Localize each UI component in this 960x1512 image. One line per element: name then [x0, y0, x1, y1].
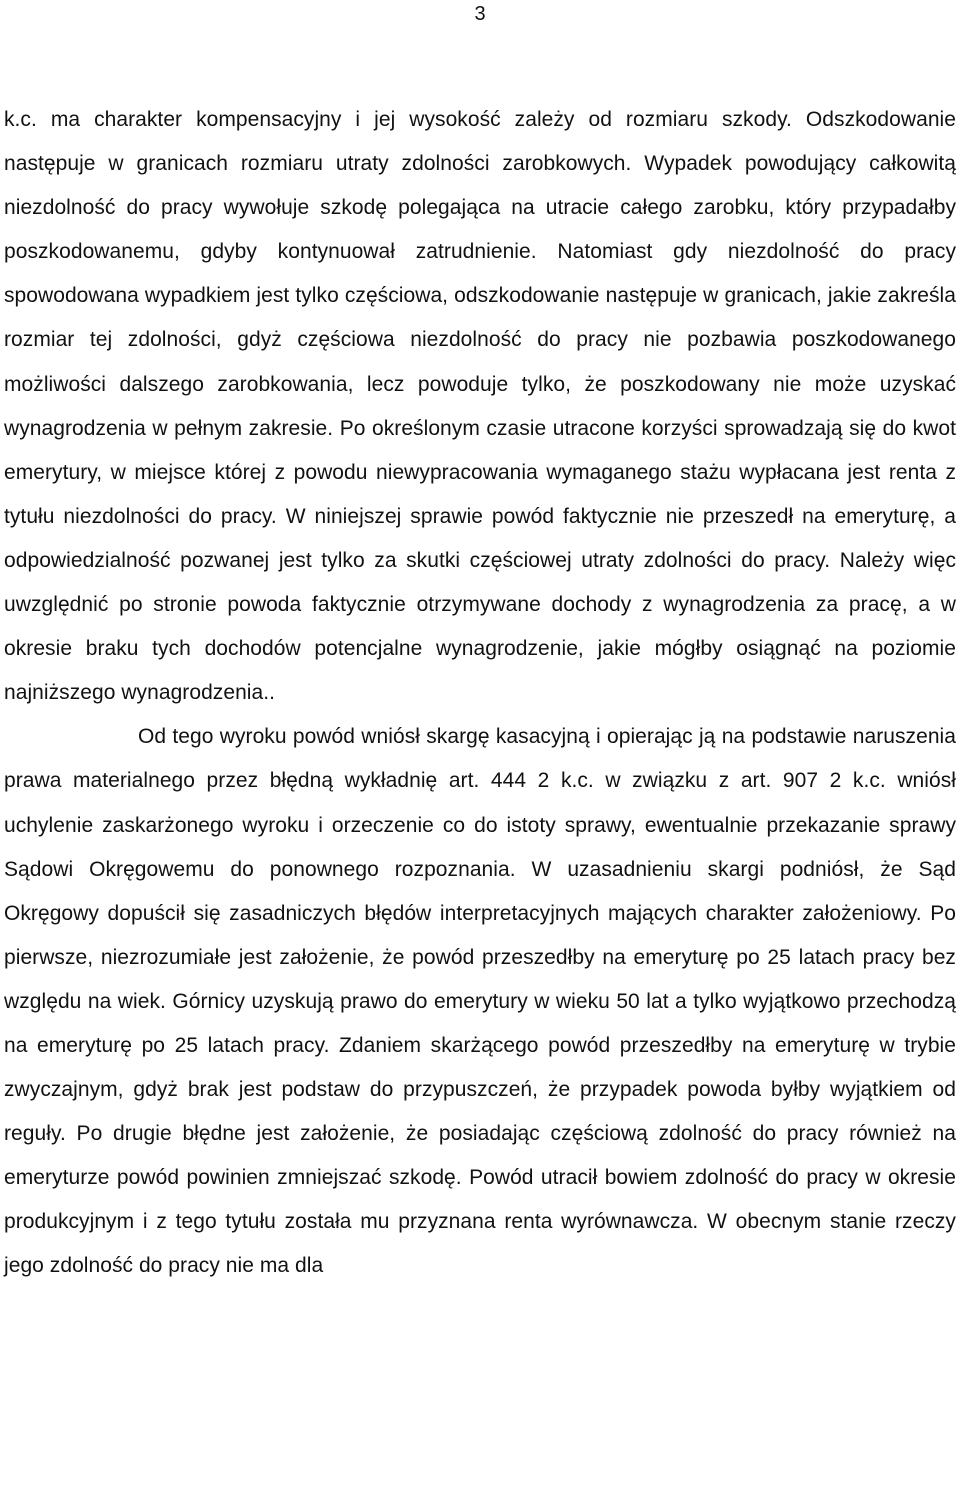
page-number: 3 [474, 3, 486, 25]
document-body [4, 98, 956, 1289]
paragraph-2: Od tego wyroku powód wniósł skargę kasacyjną i opierając ją na podstawie naruszenia prawa materialnego przez błędną wykładnię art. 444 2 k.c. w związku z art. 907 2 k.c. wniósł uchylenie zaskarżonego wyroku i orzeczenie co do istoty sprawy, ewentualnie przekazanie sprawy Sądowi Okręgowemu do ponownego rozpoznania. W uzasadnieniu skargi podniósł, że Sąd Okręgowy dopuścił się zasadniczych błędów interpretacyjnych mających charakter założeniowy. Po pierwsze, niezrozumiałe jest założenie, że powód przeszedłby na emeryturę po 25 latach pracy bez względu na wiek. Górnicy uzyskują prawo do emerytury w wieku 50 lat a tylko wyjątkowo przechodzą na emeryturę po 25 latach pracy. Zdaniem skarżącego powód przeszedłby na emeryturę w trybie zwyczajnym, gdyż brak jest podstaw do przypuszczeń, że przypadek powoda byłby wyjątkiem od reguły. Po drugie błędne jest założenie, że posiadając częściową zdolność do pracy również na emeryturze powód powinien zmniejszać szkodę. Powód utracił bowiem zdolność do pracy w okresie produkcyjnym i z tego tytułu została mu przyznana renta wyrównawcza. W obecnym stanie rzeczy jego zdolność do pracy nie ma dla [4, 725, 956, 1278]
paragraph-1: k.c. ma charakter kompensacyjny i jej wysokość zależy od rozmiaru szkody. Odszkodowanie następuje w granicach rozmiaru utraty zdolności zarobkowych. Wypadek powodujący całkowitą niezdolność do pracy wywołuje szkodę polegająca na utracie całego zarobku, który przypadałby poszkodowanemu, gdyby kontynuował zatrudnienie. Natomiast gdy niezdolność do pracy spowodowana wypadkiem jest tylko częściowa, odszkodowanie następuje w granicach, jakie zakreśla rozmiar tej zdolności, gdyż częściowa niezdolność do pracy nie pozbawia poszkodowanego możliwości dalszego zarobkowania, lecz powoduje tylko, że poszkodowany nie może uzyskać wynagrodzenia w pełnym zakresie. Po określonym czasie utracone korzyści sprowadzają się do kwot emerytury, w miejsce której z powodu niewypracowania wymaganego stażu wypłacana jest renta z tytułu niezdolności do pracy. W niniejszej sprawie powód faktycznie nie przeszedł na emeryturę, a odpowiedzialność pozwanej jest tylko za skutki częściowej utraty zdolności do pracy. Należy więc uwzględnić po stronie powoda faktycznie otrzymywane dochody z wynagrodzenia za pracę, a w okresie braku tych dochodów potencjalne wynagrodzenie, jakie mógłby osiągnąć na poziomie najniższego wynagrodzenia.. [4, 108, 956, 705]
